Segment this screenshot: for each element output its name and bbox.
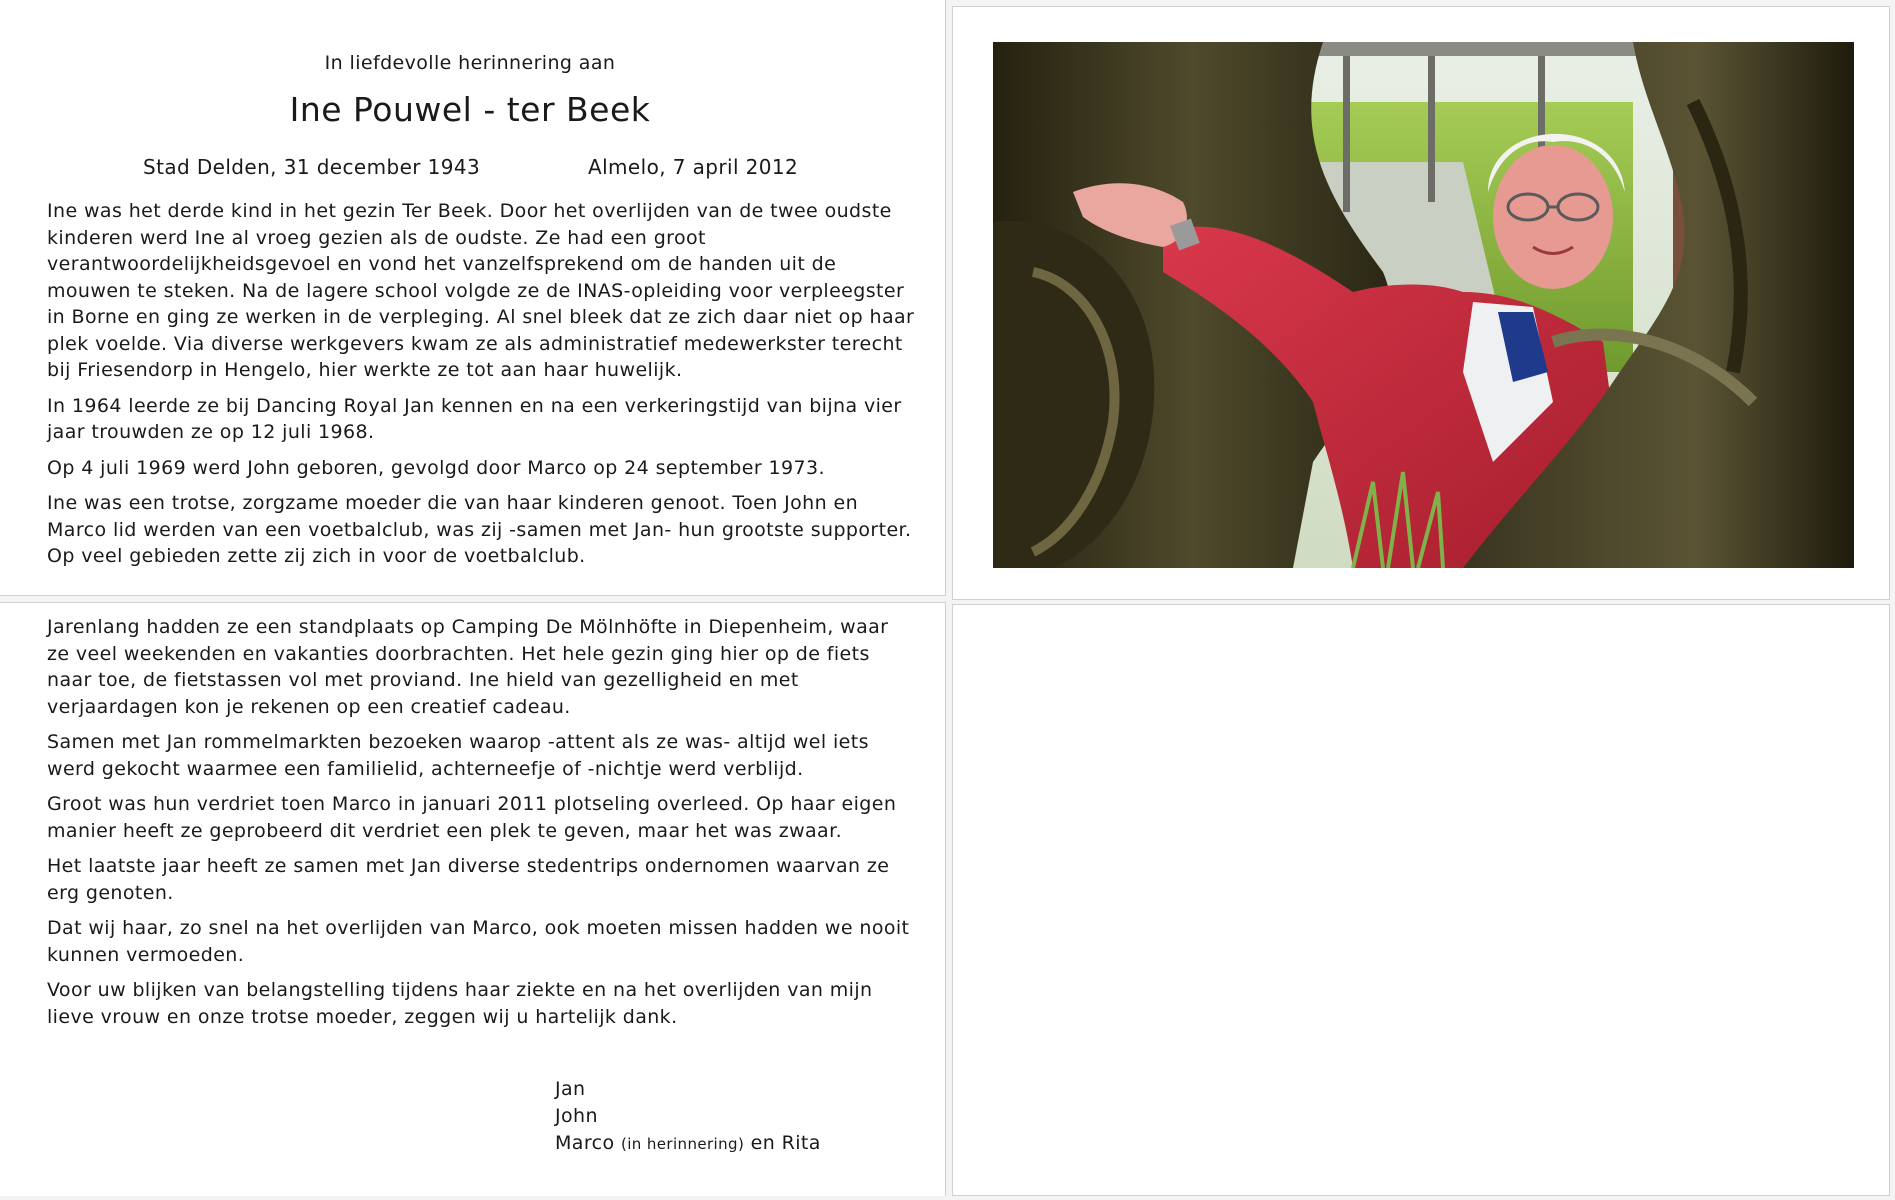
deceased-name: Ine Pouwel - ter Beek	[289, 90, 651, 129]
panel-top-left	[0, 0, 946, 596]
paragraph: Ine was het derde kind in het gezin Ter Beek. Door het overlijden van de twee oudste kinderen werd Ine al vroeg gezien als de oudste. Ze had een groot verantwoordelijkheidsgevoel en vond het vanzelfsprekend om de handen uit de mouwen te steken. Na de lagere school volgde ze de INAS-opleiding voor verpleegster in Borne en ging ze werken in de verpleging. Al snel bleek dat ze zich daar niet op haar plek voelde. Via diverse werkgevers kwam ze als administratief medewerkster terecht bij Friesendorp in Hengelo, hier werkte ze tot aan haar huwelijk.	[47, 200, 915, 381]
signature-rita: en Rita	[750, 1132, 821, 1154]
paragraph: Op 4 juli 1969 werd John geboren, gevolgd door Marco op 24 september 1973.	[47, 456, 825, 479]
paragraph: Samen met Jan rommelmarkten bezoeken waarop -attent als ze was- altijd wel iets werd gekocht waarmee een familielid, achterneefje of -nichtje werd verblijd.	[47, 731, 869, 780]
paragraph: Dat wij haar, zo snel na het overlijden van Marco, ook moeten missen hadden we nooit kunnen vermoeden.	[47, 917, 910, 966]
paragraph: Jarenlang hadden ze een standplaats op Camping De Mölnhöfte in Diepenheim, waar ze veel weekenden en vakanties doorbrachten. Het hele gezin ging hier op de fiets naar toe, de fietstassen vol met proviand. Ine hield van gezelligheid en met verjaardagen kon je rekenen op een creatief cadeau.	[47, 616, 889, 718]
intro-line: In liefdevolle herinnering aan	[324, 52, 616, 74]
paragraph: Groot was hun verdriet toen Marco in januari 2011 plotseling overleed. Op haar eigen manier heeft ze geprobeerd dit verdriet een plek te geven, maar het was zwaar.	[47, 793, 897, 842]
biography-top	[47, 198, 917, 579]
biography-bottom	[47, 614, 917, 1039]
panel-bottom-right-blank	[952, 604, 1890, 1196]
paragraph: Voor uw blijken van belangstelling tijdens haar ziekte en na het overlijden van mijn lieve vrouw en onze trotse moeder, zeggen wij u hartelijk dank.	[47, 979, 873, 1028]
signatures	[555, 1076, 821, 1158]
death-date: Almelo, 7 april 2012	[588, 155, 799, 179]
in-memoriam-note: (in herinnering)	[620, 1135, 745, 1153]
paragraph: Ine was een trotse, zorgzame moeder die van haar kinderen genoot. Toen John en Marco lid werden van een voetbalclub, was zij -samen met Jan- hun grootste supporter. Op veel gebieden zette zij zich in voor de voetbalclub.	[47, 492, 912, 567]
birth-date: Stad Delden, 31 december 1943	[143, 155, 481, 179]
paragraph: Het laatste jaar heeft ze samen met Jan diverse stedentrips ondernomen waarvan ze erg genoten.	[47, 855, 890, 904]
signature-marco-rita	[555, 1130, 821, 1158]
signature-john: John	[555, 1105, 598, 1127]
portrait-illustration	[993, 42, 1854, 568]
paragraph: In 1964 leerde ze bij Dancing Royal Jan kennen en na een verkeringstijd van bijna vier jaar trouwden ze op 12 juli 1968.	[47, 394, 902, 443]
portrait-photo	[993, 42, 1854, 568]
signature-jan: Jan	[555, 1078, 586, 1100]
signature-marco: Marco	[555, 1132, 615, 1154]
